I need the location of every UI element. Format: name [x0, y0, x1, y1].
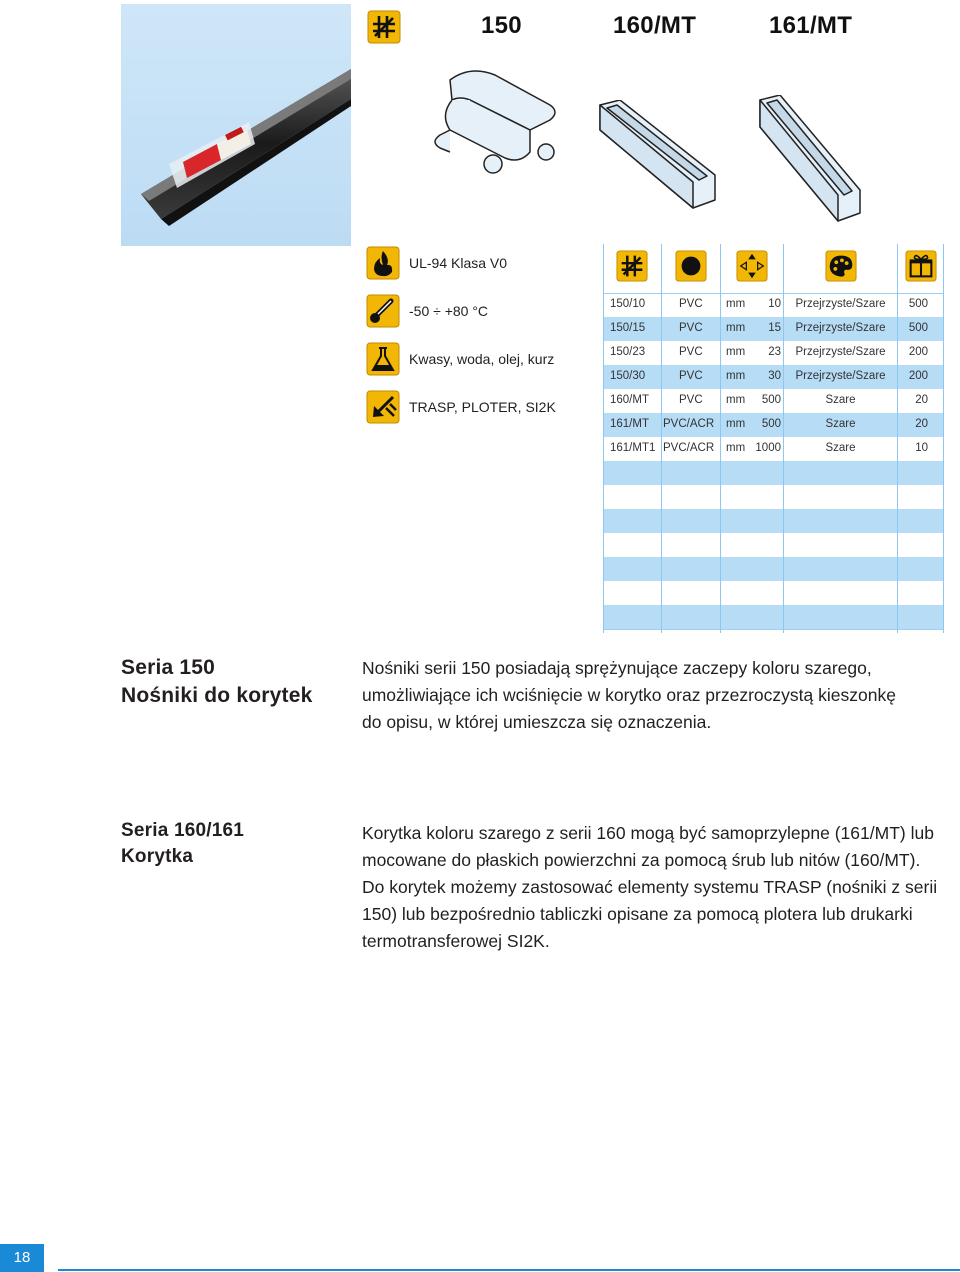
- cell-pack: 20: [915, 418, 928, 430]
- cell-unit: mm: [726, 322, 746, 334]
- cell-code: 161/MT1: [610, 442, 656, 454]
- section-title: Seria 160/161: [121, 820, 245, 841]
- section-150-heading: [121, 654, 341, 710]
- cell-size: 30: [768, 370, 781, 382]
- empty-row: [603, 605, 944, 629]
- body-line: Korytka koloru szarego z serii 160 mogą być samoprzylepne (161/MT) lub: [362, 823, 934, 843]
- empty-row: [603, 485, 944, 509]
- footer-rule: [58, 1269, 960, 1271]
- empty-row: [603, 461, 944, 485]
- cell-color: Przejrzyste/Szare: [795, 370, 886, 382]
- table-row: [603, 341, 944, 365]
- cell-size: 500: [761, 418, 781, 430]
- product-photo: [121, 4, 351, 246]
- page-number: 18: [0, 1244, 44, 1272]
- trunking-161-drawing: [755, 95, 865, 225]
- grid-line: [603, 244, 604, 633]
- section-title: Seria 150: [121, 656, 216, 679]
- gift-box-icon: [905, 250, 937, 282]
- cell-size: 23: [768, 346, 781, 358]
- cell-material: PVC: [679, 346, 703, 358]
- cell-unit: mm: [726, 298, 746, 310]
- cell-code: 150/23: [610, 346, 646, 358]
- cell-pack: 200: [908, 370, 928, 382]
- body-line: do opisu, w której umieszcza się oznaczenia.: [362, 712, 712, 732]
- property-chemical-resistance: [366, 342, 602, 382]
- property-text: TRASP, PLOTER, SI2K: [409, 399, 556, 415]
- cell-material: PVC: [679, 298, 703, 310]
- header-code-161mt: 161/MT: [769, 12, 853, 39]
- palette-icon: [825, 250, 857, 282]
- property-compatibility: [366, 390, 602, 430]
- table-row: [603, 317, 944, 341]
- grid-line: [783, 244, 784, 633]
- cell-code: 150/15: [610, 322, 646, 334]
- trunking-160-drawing: [595, 100, 720, 210]
- header-code-160mt: 160/MT: [613, 12, 697, 39]
- table-row: [603, 365, 944, 389]
- grid-line: [720, 244, 721, 633]
- insert-arrow-icon: [366, 390, 400, 424]
- body-line: Nośniki serii 150 posiadają sprężynujące zaczepy koloru szarego,: [362, 658, 872, 678]
- section-160-161-heading: [121, 818, 341, 870]
- body-line: umożliwiające ich wciśnięcie w korytko oraz przezroczystą kieszonkę: [362, 685, 896, 705]
- cell-unit: mm: [726, 370, 746, 382]
- cell-color: Przejrzyste/Szare: [795, 346, 886, 358]
- hatch-icon: [616, 250, 648, 282]
- table-row: [603, 437, 944, 461]
- cell-material: PVC: [679, 322, 703, 334]
- cell-material: PVC/ACR: [663, 442, 715, 454]
- cell-size: 500: [761, 394, 781, 406]
- cell-pack: 500: [908, 322, 928, 334]
- cell-color: Szare: [825, 394, 856, 406]
- column-header: [898, 244, 944, 293]
- cell-color: Szare: [825, 442, 856, 454]
- cell-material: PVC: [679, 394, 703, 406]
- empty-row: [603, 581, 944, 605]
- empty-row: [603, 557, 944, 581]
- grid-line: [943, 244, 944, 633]
- cell-material: PVC/ACR: [663, 418, 715, 430]
- cell-code: 161/MT: [610, 418, 649, 430]
- cell-unit: mm: [726, 394, 746, 406]
- cell-unit: mm: [726, 418, 746, 430]
- cable-trunking-photo: [121, 4, 351, 246]
- header-code-150: 150: [481, 12, 522, 39]
- cell-code: 160/MT: [610, 394, 649, 406]
- cell-unit: mm: [726, 442, 746, 454]
- product-table: [603, 244, 944, 633]
- thermometer-icon: [366, 294, 400, 328]
- chemical-flask-icon: [366, 342, 400, 376]
- property-text: UL-94 Klasa V0: [409, 255, 508, 271]
- table-row: [603, 413, 944, 437]
- column-header: [603, 244, 661, 293]
- cell-size: 10: [768, 298, 781, 310]
- grid-line: [661, 244, 662, 633]
- property-fire-class: [366, 246, 602, 286]
- cell-color: Przejrzyste/Szare: [795, 322, 886, 334]
- body-line: 150) lub bezpośrednio tabliczki opisane za pomocą plotera lub drukarki: [362, 904, 913, 924]
- cell-unit: mm: [726, 346, 746, 358]
- column-header: [721, 244, 783, 293]
- cell-pack: 20: [915, 394, 928, 406]
- cell-size: 1000: [755, 442, 781, 454]
- dimension-arrows-icon: [736, 250, 768, 282]
- body-line: Do korytek możemy zastosować elementy systemu TRASP (nośniki z serii: [362, 877, 938, 897]
- cell-pack: 500: [908, 298, 928, 310]
- cell-color: Przejrzyste/Szare: [795, 298, 886, 310]
- cell-color: Szare: [825, 418, 856, 430]
- property-temperature: [366, 294, 602, 334]
- section-150-body: [362, 655, 952, 736]
- cell-pack: 10: [915, 442, 928, 454]
- flame-icon: [366, 246, 400, 280]
- empty-row: [603, 533, 944, 557]
- body-line: mocowane do płaskich powierzchni za pomocą śrub lub nitów (160/MT).: [362, 850, 921, 870]
- empty-row: [603, 509, 944, 533]
- section-160-161-body: [362, 820, 957, 955]
- column-header: [784, 244, 897, 293]
- property-text: -50 ÷ +80 °C: [409, 303, 489, 319]
- cell-material: PVC: [679, 370, 703, 382]
- section-subtitle: Korytka: [121, 846, 194, 867]
- black-dot-icon: [675, 250, 707, 282]
- carrier-profile-drawing: [410, 60, 560, 180]
- grid-line: [897, 244, 898, 633]
- cell-pack: 200: [908, 346, 928, 358]
- table-row: [603, 389, 944, 413]
- cell-code: 150/10: [610, 298, 646, 310]
- cell-size: 15: [768, 322, 781, 334]
- section-subtitle: Nośniki do korytek: [121, 684, 313, 707]
- hatch-icon: [367, 10, 401, 44]
- cell-code: 150/30: [610, 370, 646, 382]
- table-row: [603, 293, 944, 317]
- property-text: Kwasy, woda, olej, kurz: [409, 351, 555, 367]
- column-header: [662, 244, 720, 293]
- body-line: termotransferowej SI2K.: [362, 931, 550, 951]
